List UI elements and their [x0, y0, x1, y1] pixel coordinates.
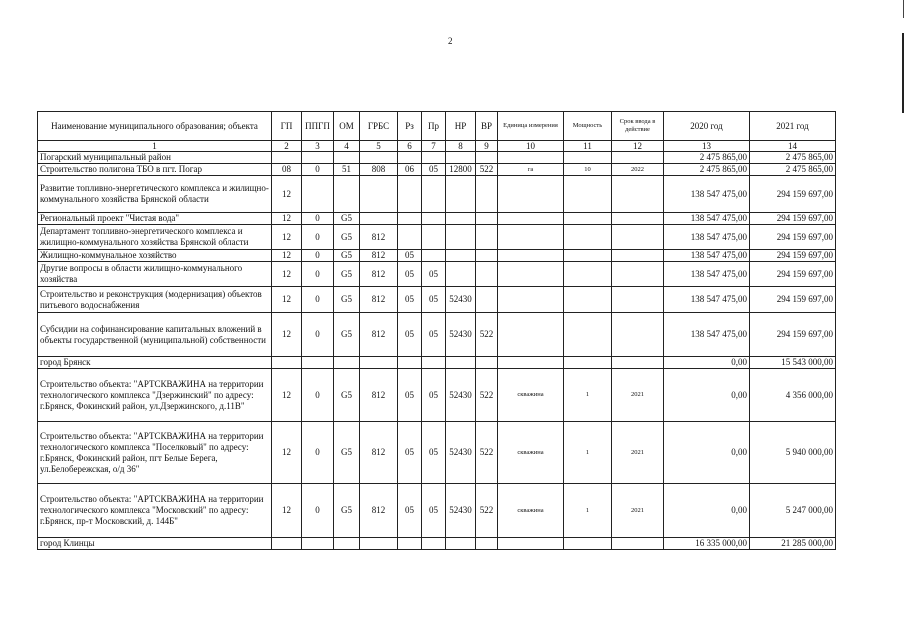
cell-amount-2020: 16 335 000,00	[664, 538, 750, 550]
cell-om: G5	[334, 250, 360, 262]
cell-grbs: 812	[360, 225, 398, 250]
cell-pr	[422, 357, 446, 369]
cell-nr: 12800	[446, 164, 476, 176]
header-row	[38, 112, 836, 141]
table-row	[38, 176, 836, 213]
cell-amount-2021: 294 159 697,00	[750, 225, 836, 250]
cell-grbs	[360, 357, 398, 369]
cell-om: G5	[334, 262, 360, 287]
cell-grbs	[360, 538, 398, 550]
cell-gp: 12	[272, 213, 302, 225]
cell-nr	[446, 357, 476, 369]
col-header-ppgp: ППГП	[302, 112, 334, 141]
cell-amount-2021: 294 159 697,00	[750, 262, 836, 287]
cell-name: Департамент топливно-энергетического комплекса и жилищно-коммунального хозяйства Брянской области	[38, 225, 272, 250]
cell-rz: 05	[398, 313, 422, 357]
cell-nr	[446, 152, 476, 164]
cell-om: G5	[334, 287, 360, 313]
cell-capacity: 1	[564, 422, 612, 484]
cell-om	[334, 538, 360, 550]
cell-vr: 522	[476, 422, 498, 484]
table-row	[38, 422, 836, 484]
cell-ppgp: 0	[302, 313, 334, 357]
col-header-gp: ГП	[272, 112, 302, 141]
cell-rz	[398, 357, 422, 369]
cell-unit: скважина	[498, 484, 564, 538]
cell-om: G5	[334, 225, 360, 250]
cell-amount-2020: 138 547 475,00	[664, 287, 750, 313]
cell-amount-2021: 294 159 697,00	[750, 176, 836, 213]
cell-amount-2021: 2 475 865,00	[750, 152, 836, 164]
cell-nr: 52430	[446, 484, 476, 538]
column-index-cell: 5	[360, 141, 398, 152]
cell-amount-2021: 2 475 865,00	[750, 164, 836, 176]
table-row	[38, 313, 836, 357]
cell-capacity	[564, 152, 612, 164]
cell-amount-2020: 2 475 865,00	[664, 164, 750, 176]
cell-grbs: 812	[360, 422, 398, 484]
cell-grbs: 812	[360, 287, 398, 313]
cell-rz: 05	[398, 422, 422, 484]
col-header-name: Наименование муниципального образования; объекта	[38, 112, 272, 141]
cell-commission-date	[612, 213, 664, 225]
cell-amount-2021: 4 356 000,00	[750, 369, 836, 422]
cell-amount-2020: 0,00	[664, 484, 750, 538]
table-row	[38, 250, 836, 262]
cell-gp: 08	[272, 164, 302, 176]
cell-ppgp: 0	[302, 369, 334, 422]
col-header-2021: 2021 год	[750, 112, 836, 141]
cell-amount-2020: 0,00	[664, 422, 750, 484]
cell-amount-2020: 138 547 475,00	[664, 250, 750, 262]
cell-gp: 12	[272, 262, 302, 287]
col-header-commission-date: Срок ввода в действие	[612, 112, 664, 141]
cell-vr	[476, 176, 498, 213]
cell-gp: 12	[272, 176, 302, 213]
cell-amount-2021: 5 247 000,00	[750, 484, 836, 538]
cell-vr: 522	[476, 164, 498, 176]
cell-vr: 522	[476, 369, 498, 422]
table-row	[38, 369, 836, 422]
cell-pr	[422, 250, 446, 262]
cell-amount-2020: 0,00	[664, 357, 750, 369]
cell-grbs	[360, 213, 398, 225]
cell-ppgp: 0	[302, 262, 334, 287]
cell-pr	[422, 538, 446, 550]
cell-nr: 52430	[446, 313, 476, 357]
col-header-pr: Пр	[422, 112, 446, 141]
cell-vr: 522	[476, 313, 498, 357]
cell-commission-date: 2021	[612, 484, 664, 538]
cell-name: Строительство объекта: "АРТСКВАЖИНА на территории технологического комплекса "Поселковый" по адресу: г.Брянск, Фокинский район, пгт Белые Берега, ул.Белобережская, о/д 36"	[38, 422, 272, 484]
cell-gp: 12	[272, 422, 302, 484]
cell-commission-date	[612, 538, 664, 550]
cell-unit	[498, 225, 564, 250]
column-index-cell: 1	[38, 141, 272, 152]
column-index-cell: 4	[334, 141, 360, 152]
cell-om	[334, 152, 360, 164]
col-header-nr: НР	[446, 112, 476, 141]
cell-om: G5	[334, 369, 360, 422]
cell-vr	[476, 538, 498, 550]
cell-amount-2020: 0,00	[664, 369, 750, 422]
column-index-cell: 6	[398, 141, 422, 152]
table-row	[38, 484, 836, 538]
cell-commission-date	[612, 225, 664, 250]
cell-om: G5	[334, 484, 360, 538]
cell-rz: 05	[398, 484, 422, 538]
cell-ppgp: 0	[302, 250, 334, 262]
cell-commission-date	[612, 152, 664, 164]
scan-edge-mark	[902, 33, 904, 113]
cell-amount-2021: 294 159 697,00	[750, 213, 836, 225]
cell-rz: 06	[398, 164, 422, 176]
cell-ppgp: 0	[302, 422, 334, 484]
cell-gp: 12	[272, 250, 302, 262]
cell-unit	[498, 213, 564, 225]
cell-capacity	[564, 538, 612, 550]
table-row	[38, 152, 836, 164]
column-index-cell: 3	[302, 141, 334, 152]
cell-nr	[446, 250, 476, 262]
cell-gp: 12	[272, 484, 302, 538]
cell-amount-2021: 21 285 000,00	[750, 538, 836, 550]
cell-om: G5	[334, 313, 360, 357]
cell-pr	[422, 152, 446, 164]
column-index-cell: 13	[664, 141, 750, 152]
cell-amount-2021: 294 159 697,00	[750, 313, 836, 357]
cell-pr: 05	[422, 164, 446, 176]
cell-commission-date: 2021	[612, 369, 664, 422]
cell-amount-2021: 294 159 697,00	[750, 287, 836, 313]
table-row	[38, 213, 836, 225]
cell-ppgp: 0	[302, 484, 334, 538]
cell-name: Региональный проект "Чистая вода"	[38, 213, 272, 225]
column-index-cell: 11	[564, 141, 612, 152]
cell-name: Субсидии на софинансирование капитальных вложений в объекты государственной (муниципальной) собственности	[38, 313, 272, 357]
page-number: 2	[448, 36, 453, 46]
cell-pr	[422, 225, 446, 250]
cell-om	[334, 357, 360, 369]
cell-unit	[498, 538, 564, 550]
column-index-cell: 7	[422, 141, 446, 152]
cell-unit	[498, 287, 564, 313]
cell-amount-2021: 5 940 000,00	[750, 422, 836, 484]
cell-rz: 05	[398, 250, 422, 262]
cell-nr: 52430	[446, 287, 476, 313]
col-header-om: ОМ	[334, 112, 360, 141]
cell-unit: скважина	[498, 422, 564, 484]
cell-pr: 05	[422, 422, 446, 484]
cell-name: Строительство объекта: "АРТСКВАЖИНА на территории технологического комплекса "Московский" по адресу: г.Брянск, пр-т Московский, д. 144Б"	[38, 484, 272, 538]
cell-capacity	[564, 357, 612, 369]
cell-pr: 05	[422, 369, 446, 422]
cell-nr	[446, 262, 476, 287]
cell-capacity	[564, 213, 612, 225]
cell-amount-2020: 138 547 475,00	[664, 313, 750, 357]
cell-grbs: 812	[360, 369, 398, 422]
cell-om: G5	[334, 213, 360, 225]
cell-grbs	[360, 176, 398, 213]
col-header-unit: Единица измерения	[498, 112, 564, 141]
cell-vr	[476, 225, 498, 250]
cell-unit: га	[498, 164, 564, 176]
table-row	[38, 164, 836, 176]
cell-om: G5	[334, 422, 360, 484]
cell-commission-date	[612, 176, 664, 213]
cell-unit	[498, 313, 564, 357]
cell-gp: 12	[272, 369, 302, 422]
cell-amount-2020: 138 547 475,00	[664, 262, 750, 287]
cell-gp	[272, 357, 302, 369]
column-index-cell: 8	[446, 141, 476, 152]
cell-name: Развитие топливно-энергетического комплекса и жилищно-коммунального хозяйства Брянской области	[38, 176, 272, 213]
cell-pr: 05	[422, 484, 446, 538]
cell-rz: 05	[398, 369, 422, 422]
cell-vr	[476, 152, 498, 164]
cell-pr	[422, 213, 446, 225]
cell-rz	[398, 213, 422, 225]
cell-vr	[476, 357, 498, 369]
cell-grbs: 812	[360, 250, 398, 262]
cell-pr	[422, 176, 446, 213]
cell-ppgp: 0	[302, 213, 334, 225]
cell-unit	[498, 262, 564, 287]
cell-name: Жилищно-коммунальное хозяйство	[38, 250, 272, 262]
cell-capacity: 10	[564, 164, 612, 176]
cell-amount-2020: 138 547 475,00	[664, 176, 750, 213]
column-index-row	[38, 141, 836, 152]
cell-name: город Брянск	[38, 357, 272, 369]
cell-capacity	[564, 262, 612, 287]
cell-name: Другие вопросы в области жилищно-коммунального хозяйства	[38, 262, 272, 287]
column-index-cell: 10	[498, 141, 564, 152]
cell-commission-date	[612, 313, 664, 357]
cell-amount-2021: 294 159 697,00	[750, 250, 836, 262]
cell-capacity	[564, 250, 612, 262]
cell-name: город Клинцы	[38, 538, 272, 550]
cell-gp: 12	[272, 287, 302, 313]
cell-commission-date	[612, 287, 664, 313]
cell-grbs	[360, 152, 398, 164]
table-row	[38, 225, 836, 250]
cell-rz	[398, 538, 422, 550]
cell-amount-2021: 15 543 000,00	[750, 357, 836, 369]
column-index-cell: 12	[612, 141, 664, 152]
cell-commission-date	[612, 262, 664, 287]
cell-pr: 05	[422, 287, 446, 313]
col-header-grbs: ГРБС	[360, 112, 398, 141]
col-header-2020: 2020 год	[664, 112, 750, 141]
cell-grbs: 808	[360, 164, 398, 176]
cell-gp: 12	[272, 313, 302, 357]
cell-nr	[446, 213, 476, 225]
cell-commission-date: 2022	[612, 164, 664, 176]
cell-pr: 05	[422, 262, 446, 287]
cell-nr	[446, 225, 476, 250]
table-row	[38, 357, 836, 369]
cell-capacity	[564, 225, 612, 250]
cell-vr	[476, 287, 498, 313]
cell-vr	[476, 262, 498, 287]
table-row	[38, 538, 836, 550]
scan-edge-mark	[903, 0, 904, 18]
cell-unit: скважина	[498, 369, 564, 422]
cell-nr: 52430	[446, 422, 476, 484]
column-index-cell: 9	[476, 141, 498, 152]
cell-nr: 52430	[446, 369, 476, 422]
cell-om: 51	[334, 164, 360, 176]
column-index-cell: 14	[750, 141, 836, 152]
cell-rz	[398, 152, 422, 164]
cell-om	[334, 176, 360, 213]
cell-grbs: 812	[360, 484, 398, 538]
cell-vr	[476, 250, 498, 262]
cell-commission-date: 2021	[612, 422, 664, 484]
cell-name: Строительство полигона ТБО в пгт. Погар	[38, 164, 272, 176]
cell-unit	[498, 176, 564, 213]
cell-grbs: 812	[360, 262, 398, 287]
cell-rz	[398, 225, 422, 250]
cell-name: Погарский муниципальный район	[38, 152, 272, 164]
column-index-cell: 2	[272, 141, 302, 152]
cell-ppgp: 0	[302, 287, 334, 313]
cell-capacity: 1	[564, 484, 612, 538]
cell-commission-date	[612, 357, 664, 369]
cell-amount-2020: 2 475 865,00	[664, 152, 750, 164]
cell-nr	[446, 538, 476, 550]
table-row	[38, 262, 836, 287]
cell-pr: 05	[422, 313, 446, 357]
cell-unit	[498, 357, 564, 369]
cell-ppgp: 0	[302, 225, 334, 250]
cell-unit	[498, 152, 564, 164]
cell-unit	[498, 250, 564, 262]
table-row	[38, 287, 836, 313]
budget-table	[37, 111, 836, 550]
cell-gp	[272, 152, 302, 164]
cell-gp	[272, 538, 302, 550]
cell-nr	[446, 176, 476, 213]
cell-amount-2020: 138 547 475,00	[664, 213, 750, 225]
cell-amount-2020: 138 547 475,00	[664, 225, 750, 250]
cell-ppgp: 0	[302, 164, 334, 176]
cell-capacity	[564, 287, 612, 313]
cell-commission-date	[612, 250, 664, 262]
col-header-rz: Рз	[398, 112, 422, 141]
cell-ppgp	[302, 357, 334, 369]
cell-name: Строительство объекта: "АРТСКВАЖИНА на территории технологического комплекса "Дзержинский" по адресу: г.Брянск, Фокинский район, ул.Дзержинского, д.11В"	[38, 369, 272, 422]
cell-capacity: 1	[564, 369, 612, 422]
col-header-vr: ВР	[476, 112, 498, 141]
cell-vr	[476, 213, 498, 225]
cell-vr: 522	[476, 484, 498, 538]
cell-capacity	[564, 176, 612, 213]
cell-rz: 05	[398, 262, 422, 287]
cell-grbs: 812	[360, 313, 398, 357]
cell-ppgp	[302, 152, 334, 164]
cell-gp: 12	[272, 225, 302, 250]
cell-ppgp	[302, 538, 334, 550]
cell-capacity	[564, 313, 612, 357]
cell-rz	[398, 176, 422, 213]
cell-ppgp	[302, 176, 334, 213]
cell-rz: 05	[398, 287, 422, 313]
col-header-capacity: Мощность	[564, 112, 612, 141]
cell-name: Строительство и реконструкция (модернизация) объектов питьевого водоснабжения	[38, 287, 272, 313]
